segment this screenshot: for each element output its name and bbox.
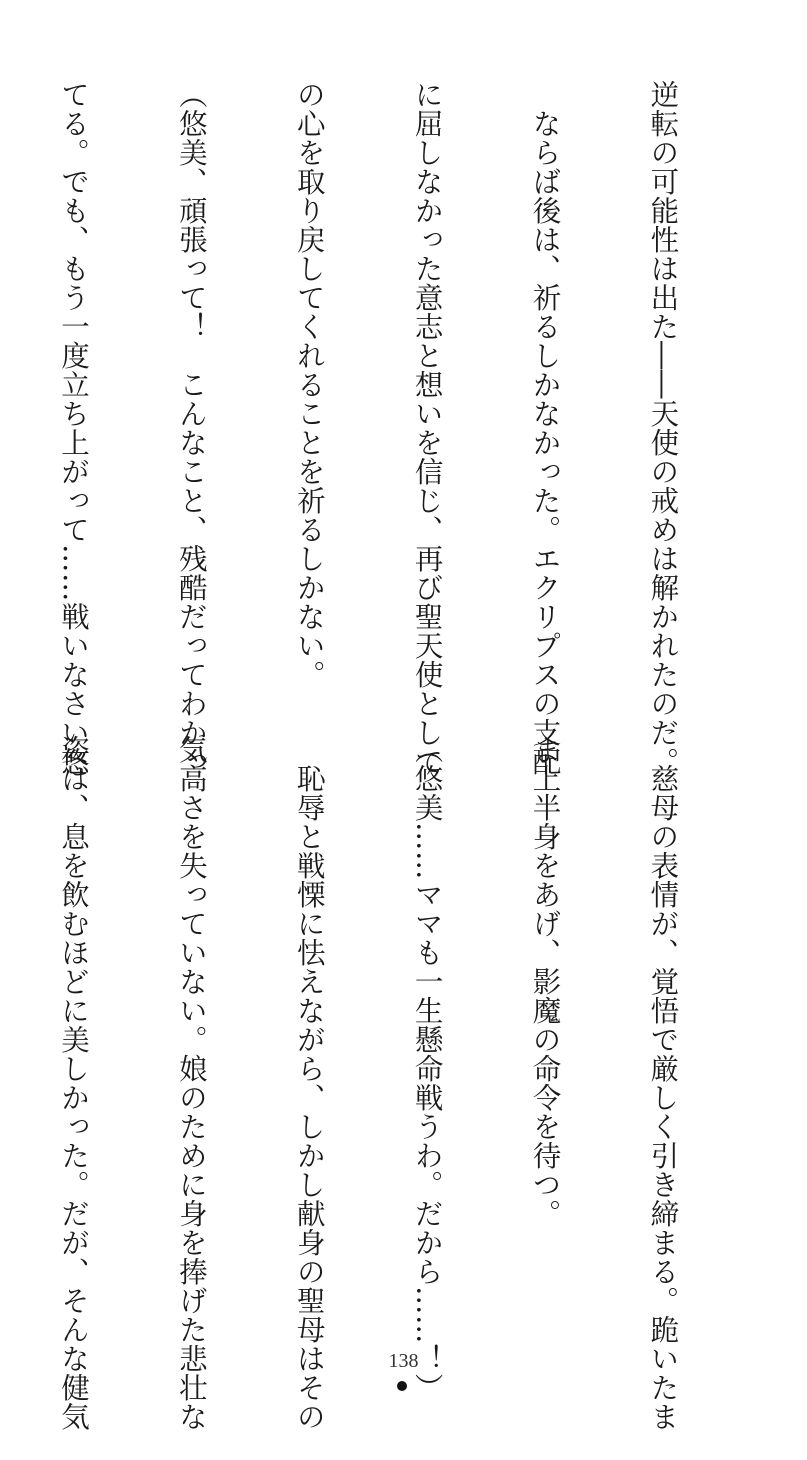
text-line: てる。でも、もう一度立ち上がって……戦いなさい悠 (56, 80, 90, 776)
top-text-block (0, 80, 761, 776)
text-line: の心を取り戻してくれることを祈るしかない。 (292, 80, 326, 689)
text-line: ま上半身をあげ、影魔の命令を待つ。 (528, 735, 562, 1228)
text-line: 姿は、息を飲むほどに美しかった。だが、そんな健気 (56, 735, 90, 1431)
text-line: 気高さを失っていない。娘のために身を捧げた悲壮な (174, 735, 208, 1431)
page-marker-dot-icon (397, 1381, 407, 1391)
text-line: に屈しなかった意志と想いを信じ、再び聖天使として (410, 80, 444, 776)
text-line: （悠美、頑張って！ こんなこと、残酷だってわかっ (174, 80, 208, 776)
page-number: 138 (388, 1350, 419, 1372)
text-line: 慈母の表情が、覚悟で厳しく引き締まる。跪いたま (646, 735, 680, 1431)
text-line: 逆転の可能性は出た――天使の戒めは解かれたのだ。 (646, 80, 680, 776)
text-line: 恥辱と戦慄に怯えながら、しかし献身の聖母はその (292, 735, 326, 1431)
text-line: ならば後は、祈るしかなかった。エクリプスの支配 (528, 80, 562, 776)
text-line: （悠美……ママも一生懸命戦うわ。だから……！） (410, 735, 444, 1402)
